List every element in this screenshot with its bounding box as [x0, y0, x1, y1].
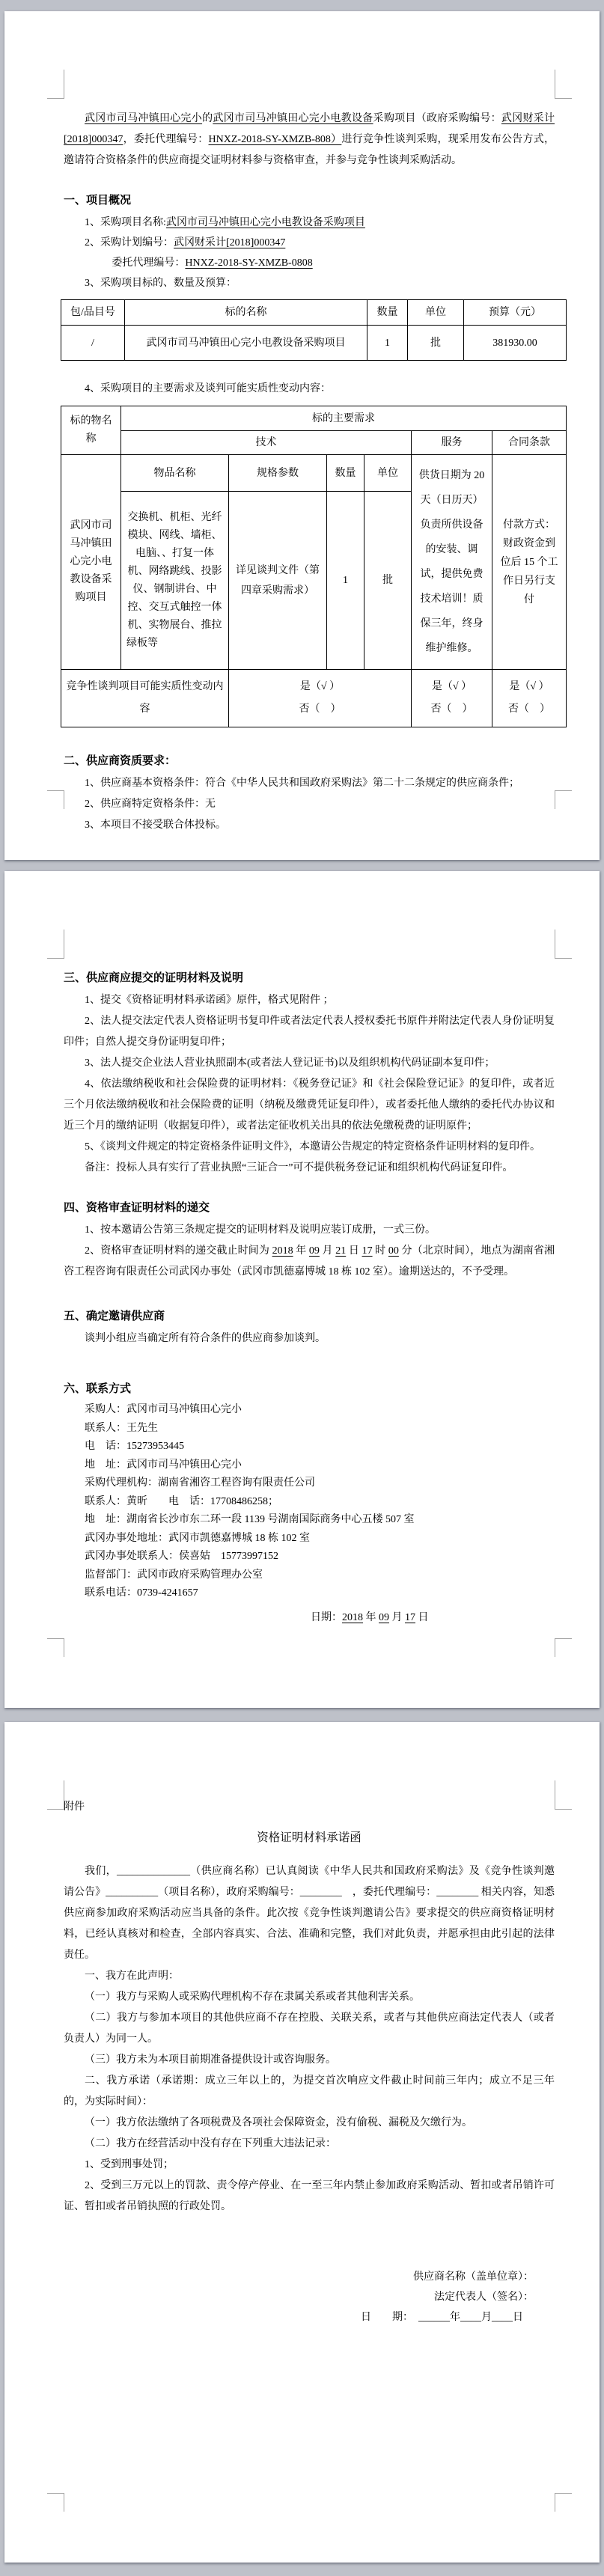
section1-item1	[64, 213, 555, 233]
cell-unit: 批	[364, 492, 412, 670]
header-item-name: 物品名称	[121, 455, 229, 492]
no-option: 否（ ）	[299, 703, 341, 715]
deadline-text: 月	[319, 1245, 336, 1257]
item-label: 1、采购项目名称:	[85, 217, 166, 228]
page-1	[4, 11, 600, 860]
agency-address: 地 址：湖南省长沙市东二环一段 1139 号湖南国际商务中心五楼 507 室	[85, 1514, 415, 1525]
attachment-label: 附件	[64, 1801, 85, 1813]
cell-qty: 1	[327, 492, 364, 670]
signature-legal-rep: 法定代表人（签名）：	[434, 2292, 534, 2303]
cell-budget: 381930.00	[464, 326, 567, 361]
item-label: 委托代理编号：	[112, 257, 186, 269]
section4-item2	[64, 1241, 555, 1283]
cell-service: 供货日期为 20 天（日历天）负责所供设备的安装、调试，提供免费技术培训！质保三年，终身维护维修。	[412, 455, 492, 670]
project-name: 武冈市司马冲镇田心完小电教设备采购项目	[165, 217, 365, 228]
intro-text: 采购项目（政府采购编号：	[373, 113, 501, 124]
buyer-name: 武冈市司马冲镇田心完小	[85, 113, 203, 124]
cell-item-list: 交换机、机柜、光纤模块、网线、墙柜、电脑、、打复一体机、网络跳线、投影仪、钢制讲台、中控、交互式触控一体机、实物展台、推拉绿板等	[121, 492, 229, 670]
agency-contact: 联系人：黄昕 电 话：17708486258；	[85, 1495, 278, 1507]
section5-heading: 五、确定邀请供应商	[64, 1310, 165, 1322]
requirements-header-row-1	[61, 406, 567, 431]
agency-no: HNXZ-2018-SY-XMZB-0808	[185, 257, 313, 269]
requirements-table	[61, 406, 567, 727]
deadline-month: 09	[308, 1245, 320, 1257]
margin-corner-mark	[47, 1780, 64, 1810]
budget-table-header-row	[61, 300, 567, 326]
section1-heading: 一、项目概况	[64, 195, 132, 207]
margin-corner-mark	[555, 930, 572, 959]
promise-item1: （一）我方依法缴纳了各项税费及各项社会保障资金，没有偷税、漏税及欠缴行为。	[85, 2117, 472, 2128]
margin-corner-mark	[555, 790, 572, 809]
cell-change-contract	[492, 670, 567, 727]
header-subject-name: 标的名称	[125, 300, 367, 326]
section1-item2b	[64, 253, 555, 273]
section3-item3: 3、法人提交企业法人营业执照副本(或者法人登记证书)以及组织机构代码证副本复印件；	[85, 1057, 495, 1069]
deadline-day: 21	[335, 1245, 347, 1257]
cell-quantity: 1	[367, 326, 408, 361]
cell-package-no: /	[61, 326, 125, 361]
gov-procurement-no: 武冈财采计[2018]000347	[64, 113, 555, 145]
project-name: 武冈市司马冲镇田心完小电教设备	[213, 113, 373, 124]
header-subject: 标的物名称	[61, 406, 121, 455]
header-technical: 技术	[121, 431, 412, 455]
intro-text: ，委托代理编号：	[123, 134, 209, 145]
section1-item2	[64, 233, 555, 253]
promise-heading: 二、我方承诺（承诺期：成立三年以上的，为提交首次响应文件截止时间前三年内；成立不足三年的，为实际时间）：	[64, 2075, 555, 2108]
supervision-phone: 联系电话：0739-4241657	[85, 1587, 198, 1599]
cell-subject-name: 武冈市司马冲镇田心完小电教设备采购项目	[61, 455, 121, 670]
margin-corner-mark	[47, 790, 64, 809]
date-month: 09	[379, 1611, 389, 1623]
requirements-header-row-3	[61, 455, 567, 492]
contact-person: 联系人：王先生	[85, 1422, 158, 1434]
promise-item2: （二）我方在经营活动中没有存在下列重大违法记录：	[85, 2138, 336, 2149]
declaration-item3: （三）我方未为本项目前期准备提供设计或咨询服务。	[85, 2054, 336, 2066]
margin-corner-mark	[555, 2493, 572, 2512]
yes-option: 是（√ ）	[299, 681, 341, 692]
date-label: 日期：	[311, 1611, 342, 1623]
date-text: 日	[415, 1611, 429, 1623]
section2-item3: 3、本项目不接受联合体投标。	[85, 820, 226, 831]
section6-heading: 六、联系方式	[64, 1383, 132, 1395]
no-option: 否（ ）	[430, 703, 473, 715]
margin-corner-mark	[555, 1638, 572, 1657]
section3-item2: 2、法人提交法定代表人资格证明书复印件或者法定代表人授权委托书原件并附法定代表人身份证明复印件；自然人提交身份证明复印件；	[64, 1016, 555, 1048]
agency-name: 采购代理机构：湖南省湘咨工程咨询有限责任公司	[85, 1477, 315, 1489]
section3-note: 备注：投标人具有实行了营业执照“三证合一”可不提供税务登记证和组织机构代码证复印件。	[85, 1162, 513, 1173]
requirements-header-row-2	[61, 431, 567, 455]
plan-no: 武冈财采计[2018]000347	[174, 237, 286, 248]
intro-paragraph	[64, 109, 555, 171]
section2-heading: 二、供应商资质要求：	[64, 755, 177, 767]
section3-item5: 5、《谈判文件规定的特定资格条件证明文件》，本邀请公告规定的特定资格条件证明材料的复印件。	[85, 1141, 540, 1153]
commitment-intro: 我们，______________（供应商名称）已认真阅读《中华人民共和国政府采购法》及《竞争性谈判邀请公告》__________（项目名称），政府采购编号：________ ，委托代理编号：________ 相关内容，知悉供应商参加政府采购活动应当具备的条件。此次按《竞争性谈判邀请公告》要求提交的供应商资格证明材料，已经认真核对和检查，全部内容真实、合法、准确和完整，我们对此负责，并愿承担由此引起的法律责任。	[64, 1866, 555, 1961]
budget-table-row	[61, 326, 567, 361]
requirements-change-row	[61, 670, 567, 727]
header-unit: 单位	[408, 300, 464, 326]
cell-change-technical	[229, 670, 412, 727]
office-contact: 武冈办事处联系人：侯喜姑 15773997152	[85, 1551, 278, 1562]
budget-table	[61, 299, 567, 361]
supervision-dept: 监督部门：武冈市政府采购管理办公室	[85, 1569, 263, 1581]
header-contract-terms: 合同条款	[492, 431, 567, 455]
signature-date: 日 期： ______年____月____日	[361, 2312, 523, 2323]
signature-block	[64, 2267, 555, 2328]
promise-item2-1: 1、受到刑事处罚；	[85, 2159, 174, 2170]
margin-corner-mark	[555, 1780, 572, 1810]
cell-subject-name: 武冈市司马冲镇田心完小电教设备采购项目	[125, 326, 367, 361]
header-qty: 数量	[327, 455, 364, 492]
declaration-heading: 一、我方在此声明：	[85, 1971, 179, 1982]
header-quantity: 数量	[367, 300, 408, 326]
header-package-no: 包/品目号	[61, 300, 125, 326]
section2-item1: 1、供应商基本资格条件：符合《中华人民共和国政府采购法》第二十二条规定的供应商条件；	[85, 778, 519, 789]
attachment-title: 资格证明材料承诺函	[257, 1831, 362, 1844]
margin-corner-mark	[47, 1638, 64, 1657]
margin-corner-mark	[47, 930, 64, 959]
deadline-hour: 17	[362, 1245, 373, 1257]
date-day: 17	[405, 1611, 415, 1623]
declaration-item2: （二）我方与参加本项目的其他供应商不存在控股、关联关系，或者与其他供应商法定代表人（或者负责人）为同一人。	[64, 2012, 555, 2045]
section3-item4: 4、依法缴纳税收和社会保险费的证明材料：《税务登记证》和《社会保险登记证》的复印件，或者近三个月依法缴纳税收和社会保险费的证明（纳税及缴费凭证复印件），或者委托他人缴纳的委托代办协议和近三个月的缴纳证明（收据复印件），或者法定征收机关出具的依法免缴税费的证明原件；	[64, 1078, 555, 1132]
signature-supplier-name: 供应商名称（盖单位章）：	[413, 2271, 534, 2283]
section3-item1: 1、提交《资格证明材料承诺函》原件，格式见附件 ；	[85, 995, 334, 1006]
header-unit: 单位	[364, 455, 412, 492]
header-spec: 规格参数	[229, 455, 327, 492]
page-1-content	[64, 109, 558, 836]
section2-item2: 2、供应商特定资格条件：无	[85, 799, 216, 810]
page-2-content	[64, 968, 555, 1628]
deadline-year: 2018	[272, 1245, 293, 1257]
item-label: 2、采购计划编号：	[85, 237, 174, 248]
page-2	[4, 871, 600, 1708]
section4-heading: 四、资格审查证明材料的递交	[64, 1202, 210, 1214]
header-budget: 预算（元）	[464, 300, 567, 326]
deadline-text: 时	[372, 1245, 388, 1257]
margin-corner-mark	[47, 70, 64, 99]
declaration-item1: （一）我方与采购人或采购代理机构不存在隶属关系或者其他利害关系。	[85, 1991, 420, 2003]
cell-change-service	[412, 670, 492, 727]
deadline-text: 日	[346, 1245, 362, 1257]
contact-buyer: 采购人：武冈市司马冲镇田心完小	[85, 1404, 242, 1415]
margin-corner-mark	[555, 70, 572, 99]
header-main-requirements: 标的主要需求	[121, 406, 567, 431]
contact-phone: 电 话：15273953445	[85, 1441, 184, 1452]
cell-unit: 批	[408, 326, 464, 361]
no-option: 否（ ）	[508, 703, 550, 715]
contact-address: 地 址：武冈市司马冲镇田心完小	[85, 1459, 242, 1471]
section5-body: 谈判小组应当确定所有符合条件的供应商参加谈判。	[85, 1333, 326, 1344]
date-text: 年	[363, 1611, 379, 1623]
deadline-text: 2、资格审查证明材料的递交截止时间为	[85, 1245, 272, 1257]
date-text: 月	[389, 1611, 405, 1623]
announcement-date	[64, 1608, 555, 1628]
deadline-text: 分（北京时间），地点为湖南省湘咨工程咨询有限责任公司武冈办事处（武冈市凯德嘉博城 18 栋 102 室）。逾期送达的，不予受理。	[64, 1245, 555, 1278]
deadline-text: 年	[293, 1245, 309, 1257]
page-3-content	[64, 1797, 555, 2328]
cell-change-label: 竞争性谈判项目可能实质性变动内容	[61, 670, 229, 727]
section3-heading: 三、供应商应提交的证明材料及说明	[64, 972, 244, 984]
date-year: 2018	[342, 1611, 363, 1623]
agency-no: HNXZ-2018-SY-XMZB-808）	[208, 134, 342, 145]
office-address: 武冈办事处地址：武冈市凯德嘉博城 18 栋 102 室	[85, 1532, 310, 1544]
page-3	[4, 1722, 600, 2563]
section4-item1: 1、按本邀请公告第三条规定提交的证明材料及说明应装订成册，一式三份。	[85, 1224, 436, 1236]
deadline-minute: 00	[388, 1245, 399, 1257]
promise-item2-2: 2、受到三万元以上的罚款、责令停产停业、在一至三年内禁止参加政府采购活动、暂扣或者吊销许可证、暂扣或者吊销执照的行政处罚。	[64, 2180, 555, 2212]
intro-text: 进行竞争性谈判采购，现采用发布公告方式，邀请符合资格条件的供应商提交证明材料参与资格审查，并参与竞争性谈判采购活动。	[64, 134, 555, 166]
yes-option: 是（√ ）	[431, 681, 472, 692]
margin-corner-mark	[47, 2493, 64, 2512]
cell-contract-terms: 付款方式：财政资金到位后 15 个工作日另行支付	[492, 455, 567, 670]
section1-item4: 4、采购项目的主要需求及谈判可能实质性变动内容：	[85, 383, 331, 394]
section1-item3: 3、采购项目标的、数量及预算：	[85, 278, 237, 289]
intro-text: 的	[202, 113, 213, 124]
header-service: 服务	[412, 431, 492, 455]
cell-spec: 详见谈判文件（第四章采购需求）	[229, 492, 327, 670]
yes-option: 是（√ ）	[509, 681, 549, 692]
